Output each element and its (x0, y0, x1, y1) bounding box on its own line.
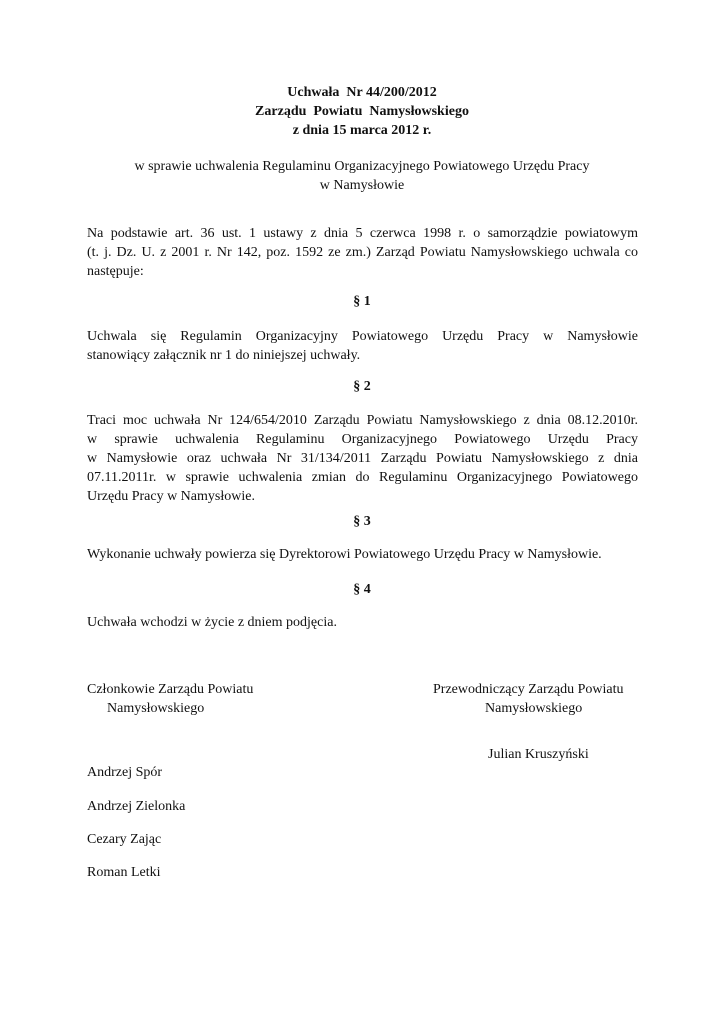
resolution-date: z dnia 15 marca 2012 r. (292, 123, 432, 138)
section-heading-3: § 3 (353, 514, 371, 529)
paragraph-line: Uchwała wchodzi w życie z dniem podjęcia. (87, 615, 337, 630)
preamble-line: Na podstawie art. 36 ust. 1 ustawy z dnia 5 czerwca 1998 r. o samorządzie powiatowym (87, 226, 638, 241)
resolution-subject (0, 157, 724, 195)
paragraph-line: Urzędu Pracy w Namysłowie. (87, 489, 255, 504)
members-signature-block (87, 680, 253, 718)
chair-title-county: Namysłowskiego (485, 701, 583, 716)
section-2-paragraph (87, 411, 638, 506)
paragraph-line: w Namysłowie oraz uchwała Nr 31/134/2011 Zarządu Powiatu Namysłowskiego z dnia (87, 451, 638, 466)
chair-title: Przewodniczący Zarządu Powiatu (433, 682, 624, 697)
member-name: Roman Letki (87, 865, 161, 880)
chair-signature-block (433, 680, 633, 718)
paragraph-line: w sprawie uchwalenia Regulaminu Organizacyjnego Powiatowego Urzędu Pracy (87, 432, 638, 447)
paragraph-line: stanowiący załącznik nr 1 do niniejszej uchwały. (87, 348, 361, 363)
member-name: Andrzej Spór (87, 765, 163, 780)
members-title: Członkowie Zarządu Powiatu (87, 682, 254, 697)
subject-line-2: w Namysłowie (319, 178, 405, 193)
paragraph-line: Uchwala się Regulamin Organizacyjny Powiatowego Urzędu Pracy w Namysłowie (87, 329, 638, 344)
preamble-line: (t. j. Dz. U. z 2001 r. Nr 142, poz. 1592 ze zm.) Zarząd Powiatu Namysłowskiego uchwala co (87, 245, 638, 260)
paragraph-line: Wykonanie uchwały powierza się Dyrektorowi Powiatowego Urzędu Pracy w Namysłowie. (87, 547, 602, 562)
paragraph-line: Traci moc uchwała Nr 124/654/2010 Zarządu Powiatu Namysłowskiego z dnia 08.12.2010r. (87, 413, 638, 428)
section-3-paragraph (87, 545, 638, 564)
section-heading-1: § 1 (353, 294, 371, 309)
resolution-header (0, 83, 724, 140)
paragraph-line: 07.11.2011r. w sprawie uchwalenia zmian do Regulaminu Organizacyjnego Powiatowego (87, 470, 638, 485)
members-title-county: Namysłowskiego (107, 701, 205, 716)
subject-line-1: w sprawie uchwalenia Regulaminu Organizacyjnego Powiatowego Urzędu Pracy (134, 159, 590, 174)
issuing-body: Zarządu Powiatu Namysłowskiego (255, 104, 469, 119)
resolution-number: Uchwała Nr 44/200/2012 (287, 85, 437, 100)
preamble-paragraph (87, 224, 638, 281)
member-name: Cezary Zając (87, 832, 162, 847)
section-4-paragraph (87, 613, 638, 632)
preamble-line: następuje: (87, 264, 144, 279)
section-heading-4: § 4 (353, 582, 371, 597)
chair-name: Julian Kruszyński (488, 747, 589, 762)
section-heading-2: § 2 (353, 379, 371, 394)
member-name: Andrzej Zielonka (87, 799, 186, 814)
section-1-paragraph (87, 327, 638, 365)
